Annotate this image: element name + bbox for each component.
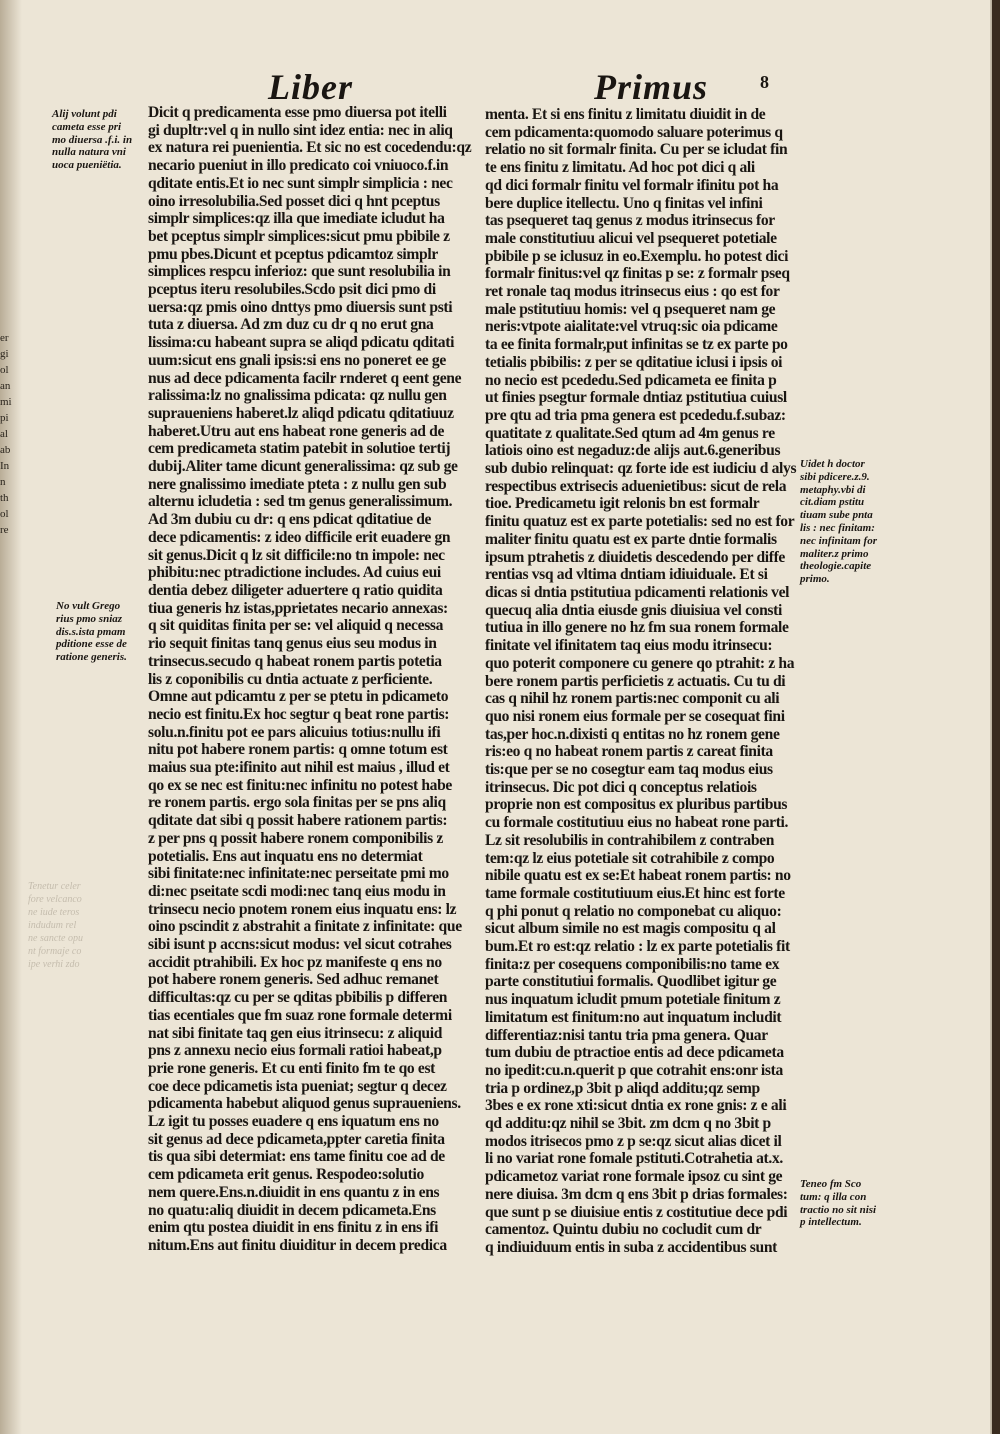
text-line: finita:z per cosequens componibilis:no tame ex	[485, 955, 780, 973]
text-line: differentiaz:nisi tantu tria pma genera. Quar	[485, 1026, 768, 1044]
text-line: nat sibi finitate taq gen eius itrinsecu: z aliquid	[148, 1024, 443, 1042]
gloss-line: p intellectum.	[800, 1216, 862, 1229]
text-line: Lz igit tu posses euadere q ens iquatum ens no	[148, 1113, 439, 1131]
gloss-line: No vult Grego	[56, 600, 121, 612]
text-line: male constitutiuu alicui vel psequeret potetiale	[485, 229, 777, 247]
text-column-left	[148, 104, 473, 1255]
text-line: maliter finitu quatu est ex parte dntie formalis	[485, 530, 777, 548]
text-line: nus inquatum icludit pmum potetiale finitum z	[485, 991, 781, 1009]
gloss-line: Uidet h doctor	[800, 458, 865, 470]
text-line: pre qtu ad tria pma genera est pcededu.f.subaz:	[485, 406, 786, 424]
text-line: pbibile p se iclusuz in eo.Exemplu. ho potest dici	[485, 247, 789, 265]
text-line: nus ad dece pdicamenta facilr rnderet q eent gene	[148, 369, 462, 387]
text-line: no ipedit:cu.n.querit p que cotrahit ens:onr ista	[485, 1061, 783, 1079]
gloss-line: tractio no sit nisi	[800, 1203, 877, 1216]
text-line: coe dece pdicametis ista pueniat; segtur q decez	[148, 1077, 447, 1095]
gloss-line: uoca pueniëtia.	[52, 159, 122, 172]
text-line: rentias vsq ad vltima dntiam idiuiduale. Et si	[485, 566, 768, 584]
text-line: alternu icludetia : sed tm genus generalissimum.	[148, 493, 453, 511]
text-line: que sunt p se diuisiue entis z costitutiue dece pdi	[485, 1203, 788, 1221]
text-line: ipsum ptrahetis z diuidetis descedendo per diffe	[485, 548, 786, 566]
text-line: nitum.Ens aut finitu diuiditur in decem predica	[148, 1237, 447, 1254]
text-line: latiois oino est negaduz:de alijs aut.6.generibus	[485, 442, 781, 460]
text-line: itrinsecus. Dic pot dici q conceptus relatiois	[485, 778, 757, 796]
gloss-line: primo.	[800, 573, 830, 586]
text-line: bere duplice itellectu. Uno q finitas vel infini	[485, 194, 763, 212]
text-line: tas psequeret taq genus z modus itrinsecus for	[485, 212, 775, 230]
text-line: ta ee finita formalr,put infinitas se tz ex parte po	[485, 336, 788, 354]
text-line: enim qtu postea diuidit in ens finitu z in ens ifi	[148, 1219, 439, 1237]
text-line: bet pceptus simplr simplices:sicut pmu pbibile z	[148, 227, 450, 245]
text-line: sit genus.Dicit q lz sit difficile:no tn impole: nec	[148, 546, 445, 564]
text-line: sit genus ad dece pdicameta,ppter caretia finita	[148, 1130, 445, 1148]
gloss-line: mo diuersa .f.i. in	[52, 133, 133, 146]
text-line: qo ex se nec est finitu:nec infinitu no potest habe	[148, 776, 452, 794]
show-through-line: indudum rel	[28, 920, 77, 931]
text-line: tetialis pbibilis: z per se qditatiue iclusi i ipsis oi	[485, 353, 783, 371]
text-line: necio est finitu.Ex hoc segtur q beat rone partis:	[148, 705, 450, 723]
text-line: cem pdicameta erit genus. Respodeo:solutio	[148, 1166, 424, 1184]
gloss-line: lis : nec finitam:	[800, 521, 875, 534]
text-line: oino irresolubilia.Sed posset dici q hnt pceptus	[148, 192, 440, 210]
text-line: q indiuiduum entis in suba z accidentibus sunt	[485, 1239, 777, 1256]
text-line: Lz sit resolubilis in contrahibilem z contraben	[485, 831, 775, 849]
text-line: nibile quatu est ex se:Et habeat ronem partis: no	[485, 867, 791, 885]
text-line: cas q nihil hz ronem partis:nec componit cu ali	[485, 690, 780, 708]
marginal-gloss-right-bottom	[800, 1178, 876, 1229]
text-line: no necio est pcededu.Sed pdicameta ee finita p	[485, 371, 777, 389]
text-line: solu.n.finitu pot ee pars alicuius totius:nullu ifi	[148, 723, 441, 741]
gloss-line: nulla natura vni	[52, 146, 126, 159]
fragment-glyph: pi	[0, 412, 9, 424]
marginal-gloss-right-middle	[800, 458, 877, 586]
text-line: nere gnalissimo imediate pteta : z nullu gen sub	[148, 475, 447, 493]
facing-page-fragment	[0, 330, 16, 538]
fragment-glyph: ol	[0, 364, 9, 376]
marginal-gloss-left-top	[52, 108, 132, 172]
text-line: quo nisi ronem eius formale per se cosequat fini	[485, 707, 785, 725]
text-line: tas,per hoc.n.dixisti q entitas no hz ronem gene	[485, 725, 780, 743]
text-line: tutiua in illo genere no hz fm sua ronem formale	[485, 619, 789, 637]
fragment-glyph: In	[0, 460, 10, 472]
text-line: quo poterit componere cu genere qo ptrahit: z ha	[485, 654, 795, 672]
gloss-line: theologie.capite	[800, 560, 872, 573]
gutter-shadow	[0, 0, 22, 1434]
text-line: quatitate z qualitate.Sed qtum ad 4m genus re	[485, 424, 775, 442]
text-line: sibi isunt p accns:sicut modus: vel sicut cotrahes	[148, 936, 452, 954]
text-line: rio sequit finitas tanq genus eius seu modus in	[148, 635, 437, 653]
text-line: qditate dat sibi q possit habere rationem partis:	[148, 812, 448, 830]
fragment-glyph: mi	[0, 396, 12, 408]
text-line: phibitu:nec ptradictione includes. Ad cuius eui	[148, 564, 441, 582]
text-line: limitatum est finitum:no aut inquatum includit	[485, 1008, 782, 1026]
gloss-line: maliter.z primo	[800, 547, 869, 560]
gloss-line: Teneo fm Sco	[800, 1178, 862, 1190]
fragment-glyph: th	[0, 492, 9, 504]
text-line: oino pscindit z abstrahit a finitate z infinitate: que	[148, 918, 462, 936]
text-line: potetialis. Ens aut inquatu ens no determiat	[148, 847, 423, 865]
text-line: qditate entis.Et io nec sunt simplr simplicia : nec	[148, 174, 453, 192]
fragment-glyph: er	[0, 332, 9, 344]
gloss-line: ratione generis.	[56, 651, 127, 664]
text-line: dubij.Aliter tame dicunt generalissima: qz sub ge	[148, 458, 458, 476]
marginal-gloss-left-middle	[56, 600, 127, 664]
text-line: Ad 3m dubiu cu dr: q ens pdicat qditatiue de	[148, 511, 432, 529]
text-line: tis qua sibi determiat: ens tame finitu coe ad de	[148, 1148, 445, 1166]
text-line: sibi finitate:nec infinitate:nec perseitate pmi mo	[148, 865, 449, 883]
text-line: dicas si dntia pstitutiua pdicamenti relationis vel	[485, 583, 790, 601]
text-line: pceptus iteru resolubiles.Scdo psit dici pmo di	[148, 281, 436, 299]
gloss-line: pditione esse de	[56, 638, 127, 651]
gloss-line: tiuam sube pnta	[800, 509, 873, 522]
page-edge	[990, 0, 992, 1434]
text-line: re ronem partis. ergo sola finitas per se pns aliq	[148, 794, 446, 812]
text-line: neris:vtpote aialitate:vel vtruq:sic oia pdicame	[485, 318, 778, 336]
text-line: formalr finitus:vel qz finitas p se: z formalr pseq	[485, 265, 790, 283]
text-line: Omne aut pdicamtu z per se ptetu in pdicameto	[148, 688, 449, 706]
show-through-text	[28, 880, 83, 971]
text-line: pdicamenta habebut aliquod genus supraueniens.	[148, 1095, 461, 1113]
text-line: pmu pbes.Dicunt et pceptus pdicamtoz simplr	[148, 245, 438, 263]
running-head-right: Primus	[594, 67, 709, 107]
text-line: cem predicameta statim patebit in solutioe tertij	[148, 440, 451, 458]
text-line: dece pdicamentis: z ideo difficile erit euadere gn	[148, 528, 451, 546]
fragment-glyph: ab	[0, 444, 11, 456]
gloss-line: sibi pdicere.z.9.	[800, 470, 870, 483]
text-line: no quatu:aliq diuidit in decem pdicameta.Ens	[148, 1201, 436, 1219]
fragment-glyph: gi	[0, 348, 9, 360]
text-line: tiua generis hz istas,pprietates necario annexas:	[148, 599, 448, 617]
gloss-line: rius pmo sniaz	[56, 612, 123, 625]
text-line: z per pns q possit habere ronem componibilis z	[148, 829, 443, 847]
text-line: cu formale costitutiuu eius no habeat rone parti.	[485, 814, 789, 832]
text-line: tame formale costitutiuum eius.Et hinc est forte	[485, 884, 785, 902]
text-line: Dicit q predicamenta esse pmo diuersa pot itelli	[148, 104, 447, 121]
text-line: gi dupltr:vel q in nullo sint idez entia: nec in aliq	[148, 121, 453, 139]
text-line: ralissima:lz no gnalissima pdicata: qz nullu gen	[148, 387, 447, 405]
text-line: simplr simplices:qz illa que imediate icludut ha	[148, 210, 445, 228]
gloss-line: Alij volunt pdi	[52, 108, 117, 120]
text-line: prie rone generis. Et cu enti finito fm te qo est	[148, 1059, 436, 1077]
text-line: uum:sicut ens gnali ipsis:si ens no poneret ee ge	[148, 351, 446, 369]
text-line: trinsecu necio pnotem ronem eius inquatu ens: lz	[148, 900, 457, 918]
text-line: ut finies psegtur formale dntiaz pstitutiua cuiusl	[485, 389, 787, 407]
fragment-glyph: an	[0, 380, 11, 392]
text-line: male pstitutiuu homis: vel q psequeret nam ge	[485, 300, 776, 318]
text-line: nem quere.Ens.n.diuidit in ens quantu z in ens	[148, 1183, 440, 1201]
text-line: li no variat rone fomale pstituti.Cotrahetia at.x.	[485, 1150, 783, 1168]
text-line: sub dubio relinquat: qz forte ide est iudiciu d alys	[485, 460, 797, 478]
gloss-line: cit.diam pstitu	[800, 496, 865, 509]
text-line: proprie non est compositus ex pluribus partibus	[485, 796, 788, 814]
show-through-line: fore velcanco	[28, 894, 82, 905]
text-line: qd dici formalr finitu vel formalr ifinitu pot ha	[485, 176, 779, 194]
fragment-glyph: ol	[0, 508, 9, 520]
text-line: haberet.Utru aut ens habeat rone generis ad de	[148, 422, 445, 440]
text-line: lis z coponibilis cu dntia actuate z perficiente.	[148, 670, 433, 688]
text-line: uersa:qz pmis oino dnttys pmo diuersis sunt psti	[148, 298, 453, 316]
text-line: modos itrisecos pmo z p se:qz sicut alias dicet il	[485, 1132, 782, 1150]
gloss-line: dis.s.ista pmam	[56, 625, 126, 638]
show-through-line: ipe verhi zdo	[28, 959, 80, 970]
text-line: accidit ptrahibili. Ex hoc pz manifeste q ens no	[148, 953, 442, 971]
text-line: tis:que per se no cosegtur eam taq modus eius	[485, 761, 773, 779]
running-head-left: Liber	[268, 67, 353, 107]
text-line: 3bes e ex rone xti:sicut dntia ex rone gnis: z e ali	[485, 1097, 787, 1115]
text-line: parte constitutiui formalis. Quodlibet igitur ge	[485, 973, 777, 991]
text-line: di:nec pseitate scdi modi:nec tanq eius modu in	[148, 882, 446, 900]
text-line: respectibus extrisecis aduenietibus: sicut de rela	[485, 477, 787, 495]
gloss-line: nec infinitam for	[800, 534, 878, 547]
text-line: necario pueniut in illo predicato coi vniuoco.f.in	[148, 157, 449, 175]
gloss-line: metaphy.vbi di	[800, 483, 866, 496]
gloss-line: cameta esse pri	[52, 120, 122, 133]
text-line: trinsecus.secudo q habeat ronem partis potetia	[148, 652, 442, 670]
text-line: tem:qz lz eius potetiale sit cotrahibile z compo	[485, 849, 775, 867]
text-line: finitu quatuz est ex parte potetialis: sed no est for	[485, 513, 795, 531]
text-line: tum dubiu de ptractioe entis ad dece pdicameta	[485, 1044, 784, 1062]
gloss-line: tum: q illa con	[800, 1190, 867, 1203]
text-line: dentia debez diligeter aduertere q ratio quidita	[148, 581, 443, 599]
text-line: tuta z diuersa. Ad zm duz cu dr q no erut gna	[148, 316, 434, 334]
text-line: te ens finitu z limitatu. Ad hoc pot dici q ali	[485, 159, 755, 177]
text-line: nere diuisa. 3m dcm q ens 3bit p drias formales:	[485, 1185, 788, 1203]
text-line: ret ronale taq modus itrinsecus eius : qo est for	[485, 283, 780, 301]
text-line: pdicametoz variat rone formale ipsoz cu sint ge	[485, 1168, 783, 1186]
text-line: pns z annexu necio eius formali ratioi habeat,p	[148, 1042, 442, 1060]
text-line: q sit quiditas finita per se: vel aliquid q necessa	[148, 617, 444, 635]
text-line: bum.Et ro est:qz relatio : lz ex parte potetialis fit	[485, 938, 790, 956]
text-line: maius sua pte:ifinito aut nihil est maius , illud et	[148, 759, 450, 777]
fragment-glyph: al	[0, 428, 8, 440]
fragment-glyph: n	[0, 476, 6, 488]
show-through-line: Tenetur celer	[28, 881, 81, 892]
text-line: supraueniens haberet.lz aliqd pdicatu qditatiuuz	[148, 404, 454, 422]
text-line: difficultas:qz cu per se qditas pbibilis p differen	[148, 989, 448, 1007]
folio-number: 8	[760, 72, 769, 92]
text-line: simplices respcu inferioz: que sunt resolubilia in	[148, 263, 451, 281]
text-line: tioe. Predicametu igit relonis bn est formalr	[485, 495, 760, 513]
text-line: pot habere ronem generis. Sed adhuc remanet	[148, 971, 439, 989]
text-line: menta. Et si ens finitu z limitatu diuidit in de	[485, 106, 766, 123]
text-line: tria p ordinez,p 3bit p aliqd additu;qz semp	[485, 1079, 760, 1097]
show-through-line: ne iude teros	[28, 907, 80, 918]
text-line: lissima:cu habeant supra se aliqd pdicatu qditati	[148, 334, 455, 352]
text-line: tias ecentiales que fm suaz rone formale determi	[148, 1006, 452, 1024]
text-line: quecuq alia dntia eiusde gnis diuisiua vel consti	[485, 601, 782, 619]
fragment-glyph: re	[0, 524, 9, 536]
show-through-line: ne sancte opu	[28, 933, 83, 944]
text-line: relatio no sit formalr finita. Cu per se icludat fin	[485, 141, 788, 159]
show-through-line: nt formaje co	[28, 946, 82, 957]
text-line: nitu pot habere ronem partis: q omne totum est	[148, 741, 448, 759]
text-line: qd additu:qz nihil se 3bit. zm dcm q no 3bit p	[485, 1115, 771, 1133]
text-line: cem pdicamenta:quomodo saluare poterimus q	[485, 123, 783, 141]
text-line: ex natura rei puenientia. Et sic no est cocedendu:qz	[148, 139, 472, 157]
text-line: ris:eo q no habeat ronem partis z careat finita	[485, 743, 773, 761]
text-line: finitate vel ifinitatem taq eius modu itrinsecu:	[485, 637, 773, 655]
text-column-right	[485, 106, 800, 1257]
text-line: q phi ponut q relatio no componebat cu aliquo:	[485, 902, 782, 920]
text-line: camentoz. Quintu dubiu no cocludit cum dr	[485, 1221, 762, 1239]
text-line: sicut album simile no est magis compositu q al	[485, 920, 776, 938]
text-line: bere ronem partis perficietis z actuatis. Cu tu di	[485, 672, 786, 690]
